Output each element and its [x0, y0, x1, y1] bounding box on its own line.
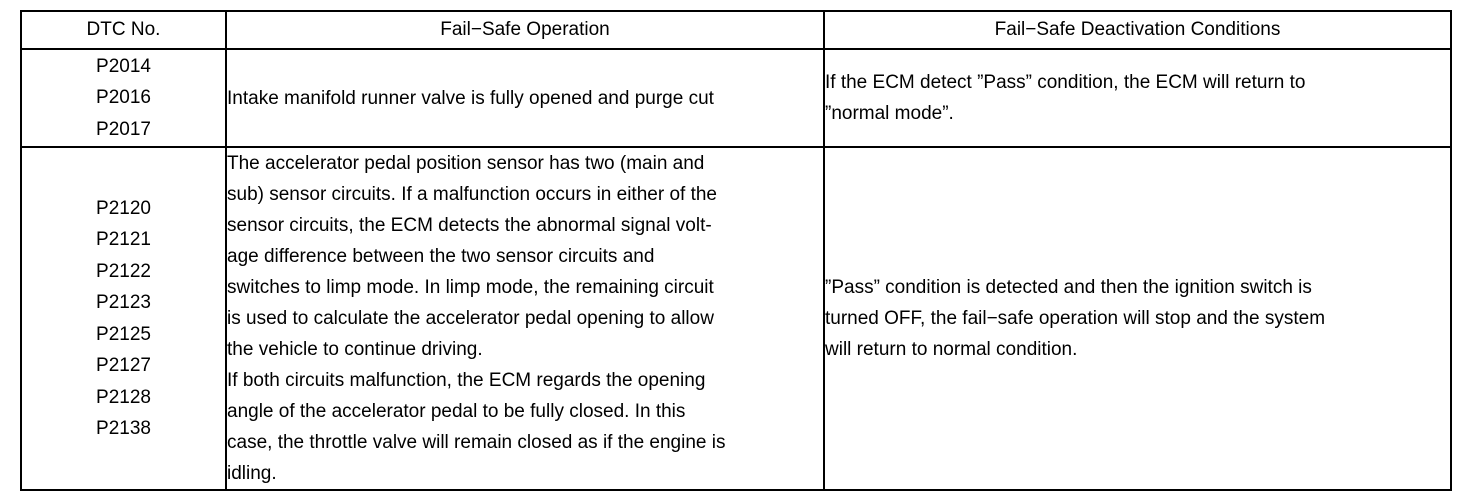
operation-text: sensor circuits, the ECM detects the abnormal signal volt-	[227, 215, 712, 236]
operation-text: idling.	[227, 463, 277, 484]
operation-text: angle of the accelerator pedal to be fully closed. In this	[227, 401, 686, 422]
dtc-code: P2138	[96, 418, 151, 439]
dtc-code: P2128	[96, 386, 151, 408]
deactivation-text: turned OFF, the fail−safe operation will stop and the system	[825, 308, 1326, 329]
operation-text: sub) sensor circuits. If a malfunction occurs in either of the	[227, 184, 717, 205]
dtc-code: P2016	[96, 87, 151, 109]
dtc-code: P2017	[96, 118, 151, 140]
deactivation-conditions-cell	[824, 147, 1451, 490]
operation-text: is used to calculate the accelerator pedal opening to allow	[227, 308, 714, 329]
header-row	[21, 11, 1451, 49]
operation-text: If both circuits malfunction, the ECM regards the opening	[227, 370, 706, 391]
deactivation-text: ”normal mode”.	[825, 103, 954, 124]
operation-text: case, the throttle valve will remain closed as if the engine is	[227, 432, 726, 453]
dtc-codes-cell	[21, 147, 226, 490]
header-dtc-no: DTC No.	[21, 11, 226, 49]
dtc-code: P2122	[96, 260, 151, 282]
fail-safe-operation-cell	[226, 147, 824, 490]
dtc-code: P2120	[96, 197, 151, 219]
dtc-code: P2127	[96, 355, 151, 376]
operation-text: Intake manifold runner valve is fully opened and purge cut	[227, 87, 714, 109]
operation-text: the vehicle to continue driving.	[227, 339, 483, 360]
operation-text: The accelerator pedal position sensor has two (main and	[227, 153, 705, 174]
fail-safe-operation-cell	[226, 49, 824, 147]
dtc-codes-cell	[21, 49, 226, 147]
deactivation-text: ”Pass” condition is detected and then the ignition switch is	[825, 277, 1312, 298]
header-deactivation-conditions: Fail−Safe Deactivation Conditions	[824, 11, 1451, 49]
deactivation-text: will return to normal condition.	[825, 339, 1078, 360]
operation-text: switches to limp mode. In limp mode, the remaining circuit	[227, 277, 714, 298]
dtc-code: P2121	[96, 229, 151, 250]
dtc-code: P2123	[96, 292, 151, 313]
table-row	[21, 49, 1451, 147]
deactivation-text: If the ECM detect ”Pass” condition, the ECM will return to	[825, 72, 1306, 93]
dtc-table	[20, 10, 1452, 491]
header-fail-safe-operation: Fail−Safe Operation	[226, 11, 824, 49]
table-row	[21, 147, 1451, 490]
dtc-code: P2014	[96, 55, 151, 77]
dtc-code: P2125	[96, 323, 151, 345]
operation-text: age difference between the two sensor circuits and	[227, 246, 655, 267]
deactivation-conditions-cell	[824, 49, 1451, 147]
